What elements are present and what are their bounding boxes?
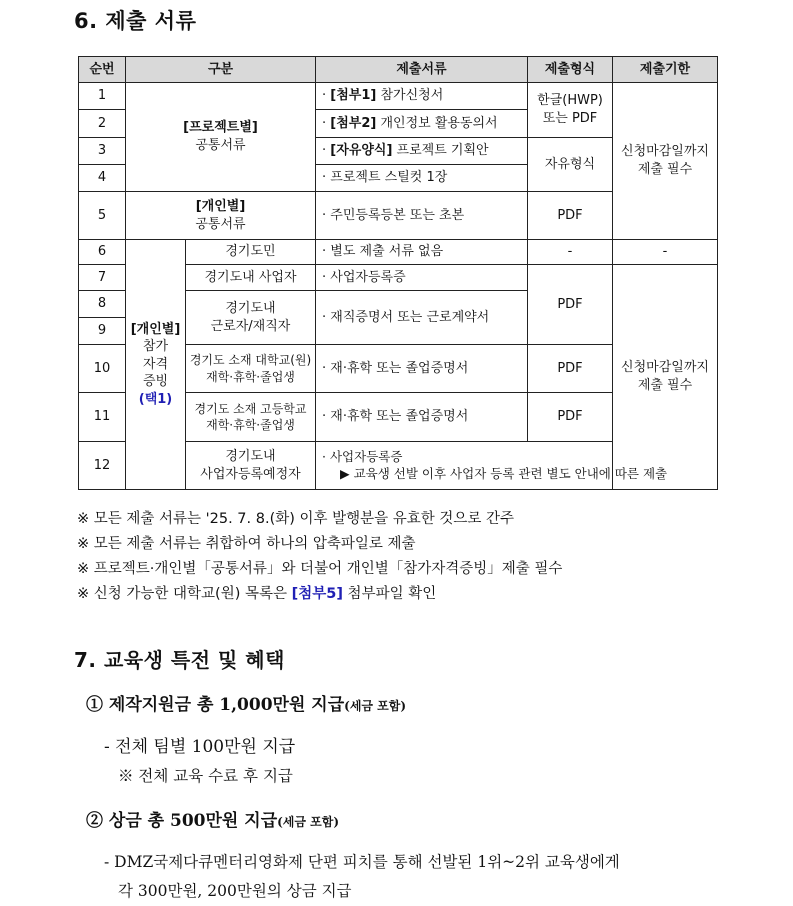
header-deadline: 제출기한 <box>613 57 718 83</box>
choose-one-label: (택1) <box>138 391 173 407</box>
format-cell: PDF <box>528 345 613 393</box>
row-number: 8 <box>79 291 126 318</box>
benefit-note: ※ 전체 교육 수료 후 지급 <box>118 767 293 785</box>
document-cell: · 재직증명서 또는 근로계약서 <box>316 291 528 345</box>
row-number: 2 <box>79 110 126 138</box>
group-label: 공통서류 <box>195 216 246 232</box>
section-7-title: 7. 교육생 특전 및 혜택 <box>74 648 285 672</box>
document-cell: · 재·휴학 또는 졸업증명서 <box>316 345 528 393</box>
personal-common-group <box>126 192 316 240</box>
row-number: 1 <box>79 83 126 110</box>
category-cell: 경기도내 근로자/재직자 <box>186 291 316 345</box>
row-number: 11 <box>79 393 126 442</box>
document-cell: · 주민등록등본 또는 초본 <box>316 192 528 240</box>
benefit-2-title: ② 상금 총 500만원 지급(세금 포함) <box>86 811 340 831</box>
document-name: [첨부2] 개인정보 활용동의서 <box>330 115 498 131</box>
document-name: 사업자등록증 <box>330 269 406 285</box>
document-cell: · 재·휴학 또는 졸업증명서 <box>316 393 528 442</box>
benefit-1-title: ① 제작지원금 총 1,000만원 지급(세금 포함) <box>86 695 407 715</box>
format-cell: PDF <box>528 192 613 240</box>
header-no: 순번 <box>79 57 126 83</box>
format-cell: PDF <box>528 393 613 442</box>
arrow-icon: ▶ <box>340 465 350 481</box>
attachment-tag: [첨부2] <box>330 115 377 131</box>
category-cell: 경기도 소재 고등학교 재학·휴학·졸업생 <box>186 393 316 442</box>
row-number: 3 <box>79 138 126 165</box>
benefit-line: 각 300만원, 200만원의 상금 지급 <box>118 882 352 900</box>
note-item: ※ 모든 제출 서류는 '25. 7. 8.(화) 이후 발행분을 유효한 것으로 간주 <box>77 511 515 527</box>
document-name: 재·휴학 또는 졸업증명서 <box>330 409 469 425</box>
row-number: 5 <box>79 192 126 240</box>
document-cell: · [첨부2] 개인정보 활용동의서 <box>316 110 528 138</box>
document-cell: · 프로젝트 스틸컷 1장 <box>316 165 528 192</box>
row-number: 12 <box>79 442 126 490</box>
qualification-tag: [개인별] <box>130 321 181 337</box>
benefit-line: - 전체 팀별 100만원 지급 <box>104 737 296 757</box>
format-hwp-cell: 한글(HWP) 또는 PDF <box>528 83 613 138</box>
note-item: ※ 프로젝트·개인별「공통서류」와 더불어 개인별「참가자격증빙」제출 필수 <box>77 561 563 577</box>
header-document: 제출서류 <box>316 57 528 83</box>
benefit-line: - DMZ국제다큐멘터리영화제 단편 피치를 통해 선발된 1위~2위 교육생에게 <box>104 853 620 871</box>
row-number: 6 <box>79 240 126 265</box>
row-number: 4 <box>79 165 126 192</box>
document-name: 프로젝트 스틸컷 1장 <box>330 170 448 186</box>
document-name: 재·휴학 또는 졸업증명서 <box>330 360 469 376</box>
group-tag: [개인별] <box>195 198 246 214</box>
table-row <box>79 240 718 265</box>
row-number: 9 <box>79 318 126 345</box>
document-note: 교육생 선발 이후 사업자 등록 관련 별도 안내에 따른 제출 <box>353 465 668 481</box>
document-cell: · 사업자등록증 <box>316 265 528 291</box>
document-name: [첨부1] 참가신청서 <box>330 88 444 104</box>
attachment-tag: [첨부1] <box>330 88 377 104</box>
attachment-tag: [첨부5] <box>291 586 343 602</box>
table-row <box>79 83 718 110</box>
submission-documents-table <box>78 56 718 490</box>
document-name: 사업자등록증 <box>329 448 403 464</box>
document-cell: · [첨부1] 참가신청서 <box>316 83 528 110</box>
note-item: ※ 신청 가능한 대학교(원) 목록은 [첨부5] 첨부파일 확인 <box>77 586 437 602</box>
document-cell: · 사업자등록증 ▶ 교육생 선발 이후 사업자 등록 관련 별도 안내에 따른 제출 <box>316 442 718 490</box>
qualification-group: [개인별] 참가 자격 증빙 (택1) <box>126 240 186 490</box>
group-tag: [프로젝트별] <box>183 120 258 136</box>
document-name: [자유양식] 프로젝트 기획안 <box>330 143 489 159</box>
header-category: 구분 <box>126 57 316 83</box>
deadline-cell: 신청마감일까지 제출 필수 <box>613 83 718 240</box>
header-format: 제출형식 <box>528 57 613 83</box>
notes-list <box>77 507 562 607</box>
note-item: ※ 모든 제출 서류는 취합하여 하나의 압축파일로 제출 <box>77 536 416 552</box>
benefit-1-body <box>104 733 295 791</box>
deadline-cell: 신청마감일까지 제출 필수 <box>613 265 718 490</box>
deadline-cell: - <box>613 240 718 265</box>
document-cell: · [자유양식] 프로젝트 기획안 <box>316 138 528 165</box>
section-6-title: 6. 제출 서류 <box>74 9 197 33</box>
attachment-tag: [자유양식] <box>330 143 393 159</box>
row-number: 10 <box>79 345 126 393</box>
document-name: 별도 제출 서류 없음 <box>330 244 444 260</box>
row-number: 7 <box>79 265 126 291</box>
format-cell: - <box>528 240 613 265</box>
category-cell: 경기도 소재 대학교(원) 재학·휴학·졸업생 <box>186 345 316 393</box>
format-free-cell: 자유형식 <box>528 138 613 192</box>
group-label: 공통서류 <box>195 138 246 153</box>
category-cell: 경기도내 사업자 <box>186 265 316 291</box>
format-cell: PDF <box>528 265 613 345</box>
table-header-row <box>79 57 718 83</box>
project-common-group <box>126 83 316 192</box>
document-cell: · 별도 제출 서류 없음 <box>316 240 528 265</box>
category-cell: 경기도내 사업자등록예정자 <box>186 442 316 490</box>
document-name: 재직증명서 또는 근로계약서 <box>330 309 490 325</box>
document-name: 주민등록등본 또는 초본 <box>330 207 465 223</box>
benefit-2-body <box>104 848 620 906</box>
category-cell: 경기도민 <box>186 240 316 265</box>
